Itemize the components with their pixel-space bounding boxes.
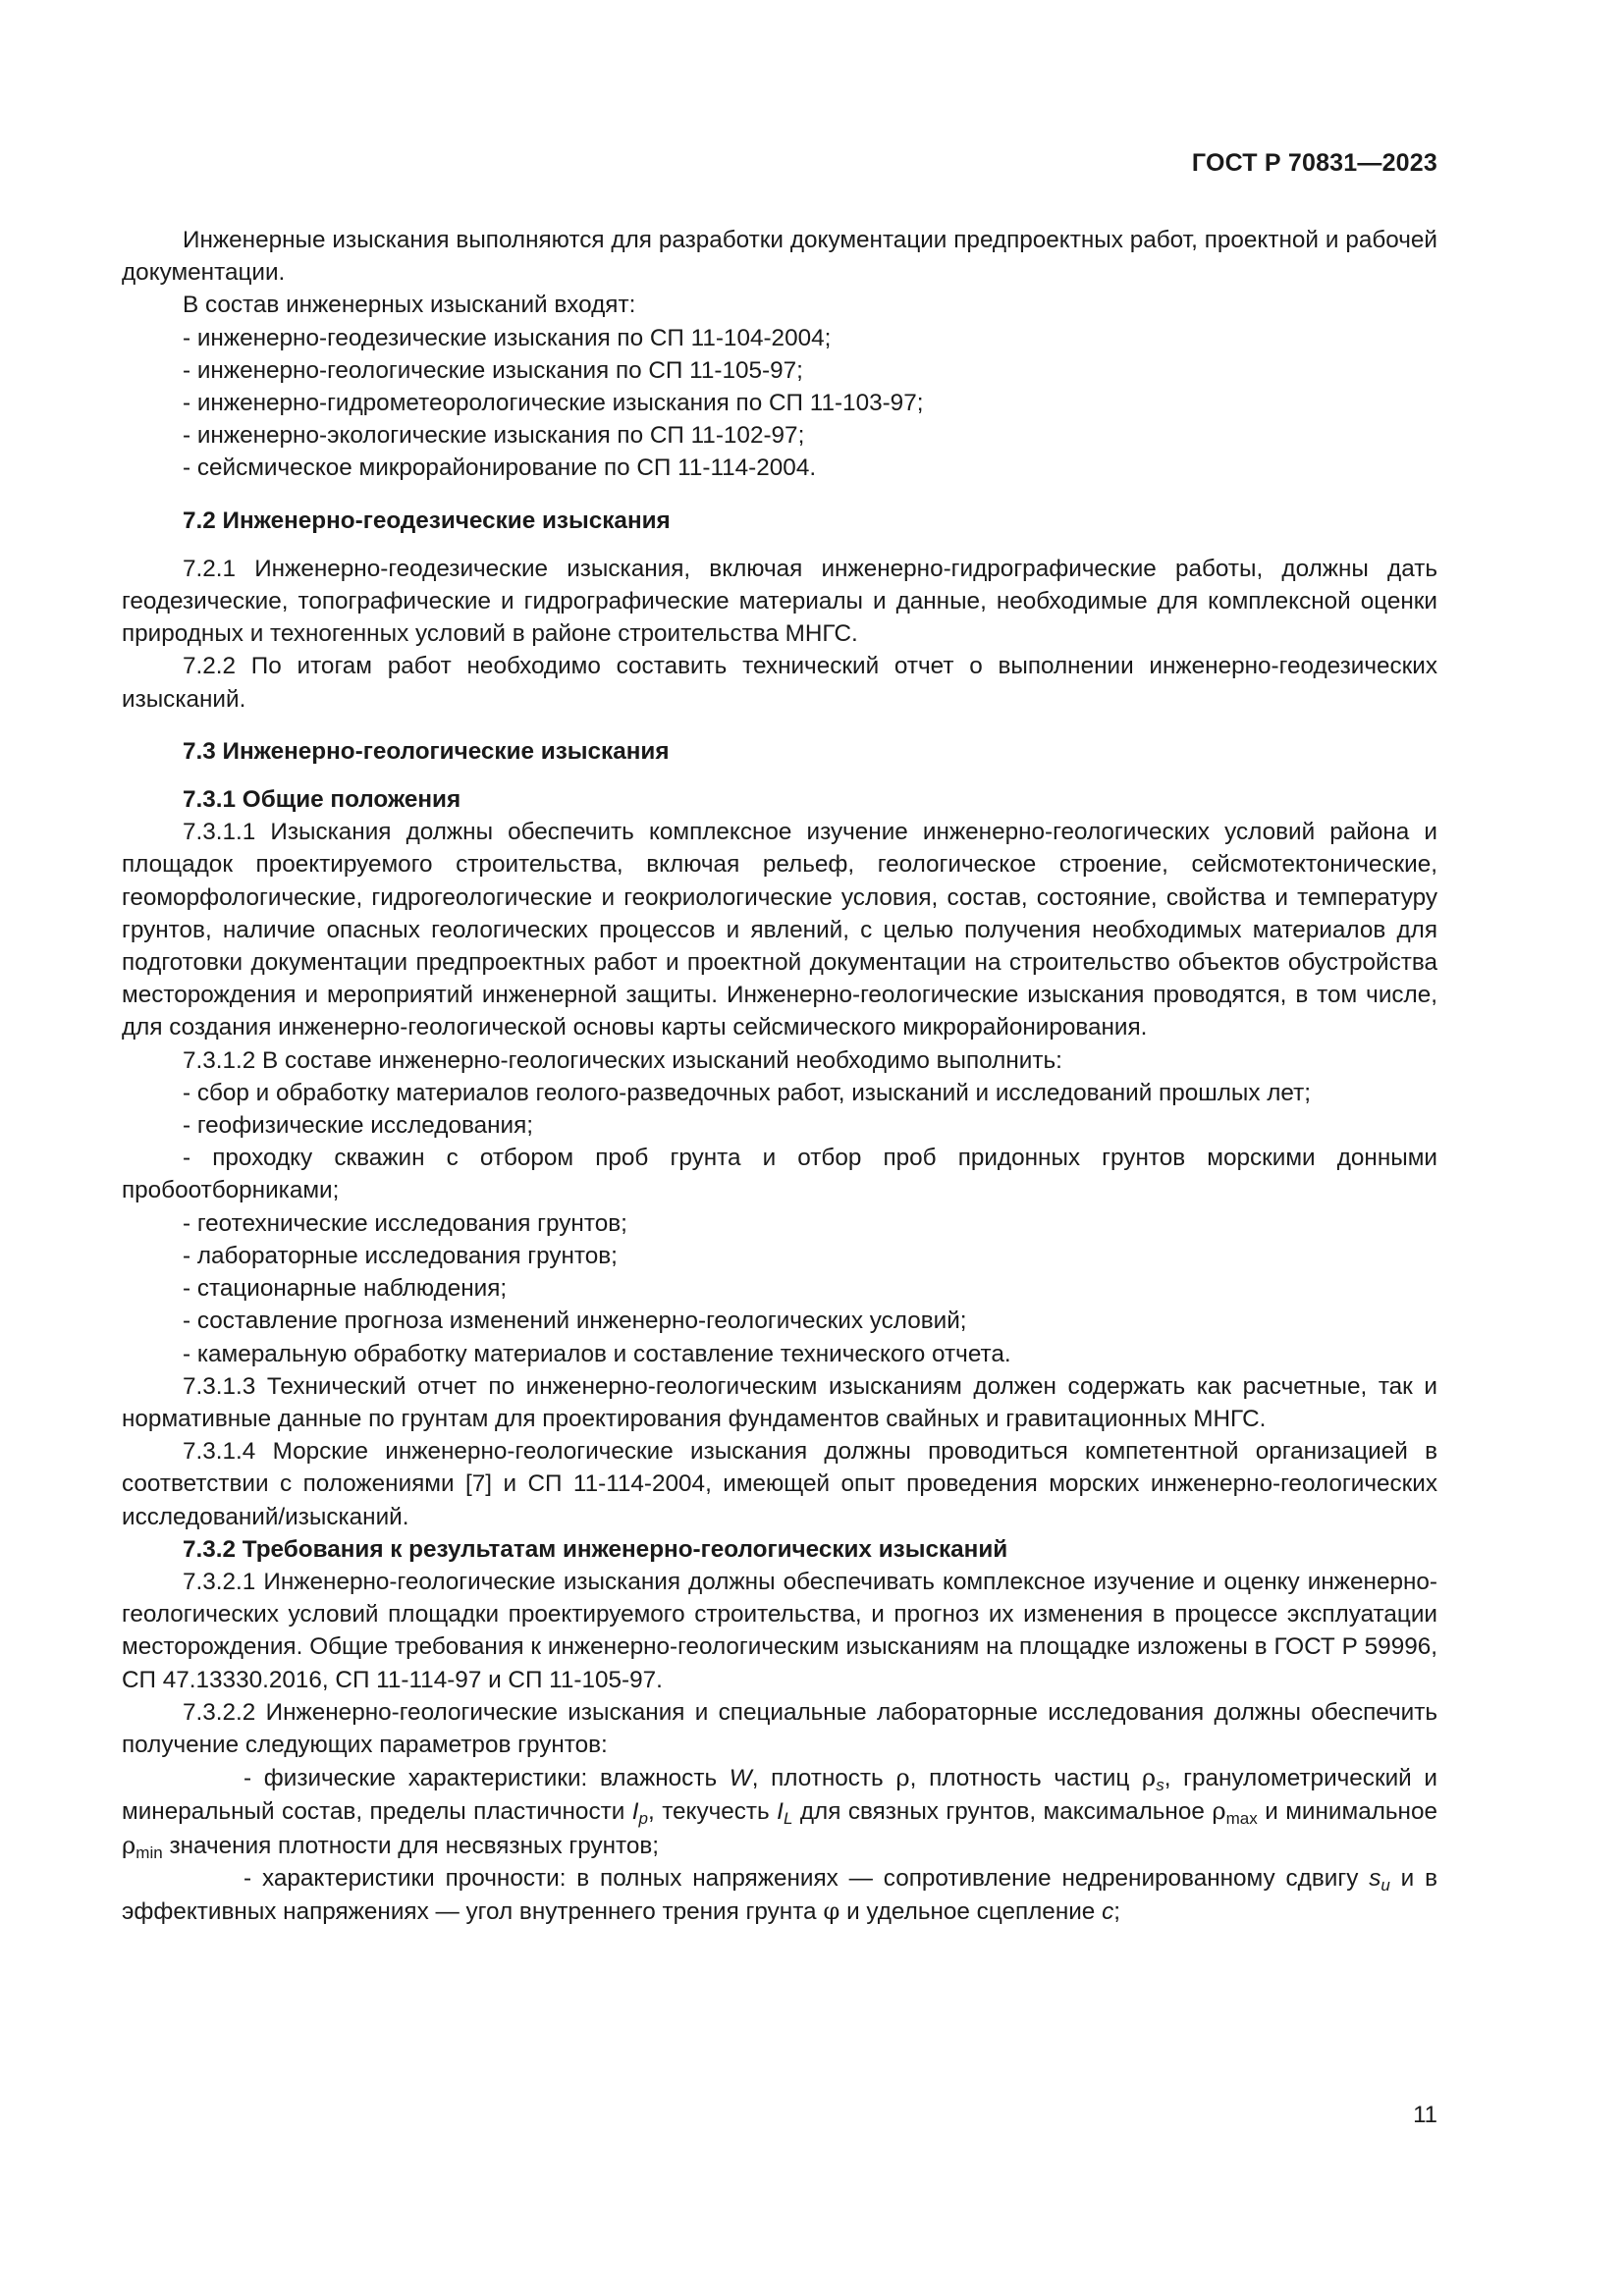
subscript: s [1156,1776,1164,1795]
text-run: и удельное сцепление [839,1897,1103,1925]
paragraph-7-3-1-2: 7.3.1.2 В составе инженерно-геологических изысканий необходимо выполнить: [183,1046,1062,1074]
text-run: для связных грунтов, максимальное [792,1798,1213,1826]
standard-designation: ГОСТ Р 70831—2023 [1191,149,1437,177]
text-run: и минимальное [1257,1798,1437,1826]
text-run: - характеристики прочности: в полных напряжениях — сопротивление недренированному сдвигу [244,1864,1370,1892]
text-run: и в эффективных напряжениях — угол внутреннего трения грунта [122,1864,1437,1925]
subscript: L [783,1809,793,1829]
section-heading-7-3: 7.3 Инженерно-геологические изыскания [183,737,670,765]
list-item: - составление прогноза изменений инженерно-геологических условий; [183,1308,967,1335]
subscript: max [1225,1809,1258,1829]
paragraph-7-3-1-3: 7.3.1.3 Технический отчет по инженерно-геологическим изысканиям должен содержать как расчетные, так и нормативные данные по грунтам для проектирования фундаментов свайных и гравитационных МНГС. [122,1372,1437,1432]
list-item: - инженерно-экологические изыскания по СП 11-102-97; [183,422,805,450]
text-run: ; [1113,1897,1120,1925]
text-run: , текучесть [647,1798,778,1826]
list-item: - камеральную обработку материалов и составление технического отчета. [183,1340,1011,1367]
friction-angle-symbol: φ [823,1896,840,1925]
max-density-symbol: ρ [1212,1796,1226,1826]
subscript: u [1380,1875,1390,1895]
list-item: - инженерно-геодезические изыскания по СП 11-104-2004; [183,324,832,351]
paragraph-7-3-2-1: 7.3.2.1 Инженерно-геологические изыскания должны обеспечивать комплексное изучение и оценку инженерно-геологических условий площадки проектируемого строительства, и прогноз их изменения в процессе эксплуатации месторождения. Общие требования к инженерно-геологическим изысканиям на площадке изложены в ГОСТ Р 59996, СП 47.13330.2016, СП 11-114-97 и СП 11-105-97. [122,1568,1437,1693]
subscript: p [638,1809,648,1829]
section-heading-7-2: 7.2 Инженерно-геодезические изыскания [183,507,671,534]
list-item: - геотехнические исследования грунтов; [183,1209,627,1237]
cohesion-symbol: c [1102,1897,1114,1925]
subsection-heading-7-3-2: 7.3.2 Требования к результатам инженерно-геологических изысканий [183,1535,1008,1563]
subsection-heading-7-3-1: 7.3.1 Общие положения [183,786,461,814]
paragraph-7-3-2-2: 7.3.2.2 Инженерно-геологические изыскания и специальные лабораторные исследования должны обеспечить получение следующих параметров грунтов: [122,1698,1437,1758]
list-item: - геофизические исследования; [183,1112,534,1140]
list-item: - лабораторные исследования грунтов; [183,1242,618,1269]
paragraph-7-3-1-1: 7.3.1.1 Изыскания должны обеспечить комплексное изучение инженерно-геологических условий района и площадок проектируемого строительства, включая рельеф, геологическое строение, сейсмотектонические, геоморфологические, гидрогеологические и геокриологические условия, состав, состояние, свойства и температуру грунтов, наличие опасных геологических процессов и явлений, с целью получения необходимых материалов для подготовки документации предпроектных работ и проектной документации на строительство объектов обустройства месторождения и мероприятий инженерной защиты. Инженерно-геологические изыскания проводятся, в том числе, для создания инженерно-геологической основы карты сейсмического микрорайонирования. [122,819,1437,1041]
list-item: - сбор и обработку материалов геолого-разведочных работ, изысканий и исследований прошлых лет; [183,1079,1312,1106]
paragraph-7-2-1: 7.2.1 Инженерно-геодезические изыскания, включая инженерно-гидрографические работы, должны дать геодезические, топографические и гидрографические материалы и данные, необходимые для комплексной оценки природных и техногенных условий в районе строительства МНГС. [122,555,1437,648]
subscript: min [135,1842,163,1862]
min-density-symbol: ρ [122,1830,136,1859]
text-run: значения плотности для несвязных грунтов; [162,1832,660,1859]
list-item: - инженерно-геологические изыскания по СП 11-105-97; [183,356,803,384]
strength-properties-item [122,1862,1437,1928]
intro-paragraph: Инженерные изыскания выполняются для разработки документации предпроектных работ, проектной и рабочей документации. [122,227,1437,287]
text-run: - физические характеристики: влажность [244,1765,730,1792]
undrained-shear-symbol: s [1369,1864,1381,1892]
text-run: , гранулометрический и минеральный состав, пределы пластичности [122,1765,1437,1826]
list-item: - сейсмическое микрорайонирование по СП 11-114-2004. [183,454,817,482]
paragraph-7-2-2: 7.2.2 По итогам работ необходимо составить технический отчет о выполнении инженерно-геодезических изысканий. [122,653,1437,713]
list-item: - инженерно-гидрометеорологические изыскания по СП 11-103-97; [183,390,924,417]
density-symbol: ρ [895,1763,910,1792]
text-run: , плотность частиц [909,1765,1142,1792]
list-item: - проходку скважин с отбором проб грунта и отбор проб придонных грунтов морскими донными пробоотборниками; [122,1145,1437,1204]
page-body [122,224,1437,1928]
intro-list-lead: В состав инженерных изысканий входят: [183,292,636,319]
plasticity-symbol: I [631,1798,639,1826]
particle-density-symbol: ρ [1141,1763,1157,1792]
list-item: - стационарные наблюдения; [183,1275,508,1303]
liquidity-symbol: I [777,1798,784,1826]
physical-properties-item [122,1761,1437,1862]
text-run: , плотность [751,1765,896,1792]
page-number: 11 [1413,2102,1437,2128]
moisture-symbol: W [729,1765,752,1792]
paragraph-7-3-1-4: 7.3.1.4 Морские инженерно-геологические изыскания должны проводиться компетентной организацией в соответствии с положениями [7] и СП 11-114-2004, имеющей опыт проведения морских инженерно-геологических исследований/изысканий. [122,1438,1437,1530]
